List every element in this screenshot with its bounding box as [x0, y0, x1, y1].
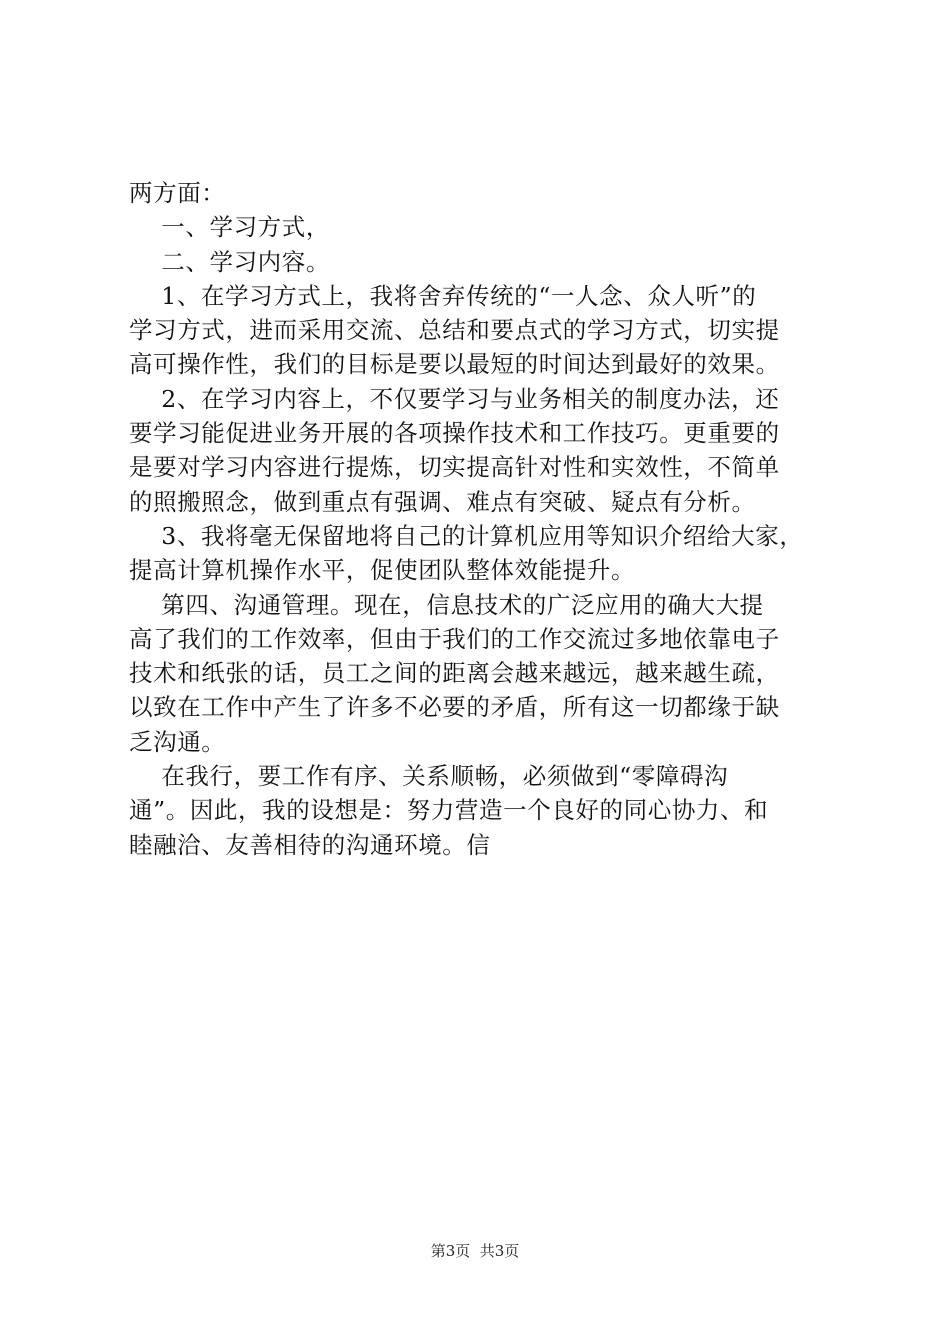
text-line: 提高计算机操作水平，促使团队整体效能提升。 [129, 556, 636, 585]
text-line: 3、我将毫无保留地将自己的计算机应用等知识介绍给大家， [129, 521, 804, 550]
page-number-label: 第3页 共3页 [430, 1242, 520, 1260]
page-footer [0, 1241, 950, 1261]
text-line: 高了我们的工作效率，但由于我们的工作交流过多地依靠电子 [129, 624, 780, 653]
text-line: 高可操作性，我们的目标是要以最短的时间达到最好的效果。 [129, 350, 780, 379]
text-line: 在我行，要工作有序、关系顺畅，必须做到“零障碍沟 [129, 762, 729, 791]
text-line: 2、在学习内容上，不仅要学习与业务相关的制度办法，还 [129, 384, 780, 413]
text-line: 技术和纸张的话，员工之间的距离会越来越远，越来越生疏， [129, 659, 780, 688]
text-line: 第四、沟通管理。现在，信息技术的广泛应用的确大大提 [129, 590, 764, 619]
text-line: 的照搬照念，做到重点有强调、难点有突破、疑点有分析。 [129, 487, 756, 516]
text-line: 要学习能促进业务开展的各项操作技术和工作技巧。更重要的 [129, 419, 780, 448]
text-line: 通”。因此，我的设想是：努力营造一个良好的同心协力、和 [129, 796, 769, 825]
text-line: 一、学习方式， [129, 213, 330, 242]
text-line: 1、在学习方式上，我将舍弃传统的“一人念、众人听”的 [129, 281, 757, 310]
text-line: 是要对学习内容进行提炼，切实提高针对性和实效性，不简单 [129, 453, 780, 482]
text-line: 两方面： [129, 179, 226, 207]
document-body [129, 176, 835, 862]
text-line: 乏沟通。 [129, 727, 226, 756]
text-line: 以致在工作中产生了许多不必要的矛盾，所有这一切都缘于缺 [129, 693, 780, 722]
text-line: 睦融洽、友善相待的沟通环境。信 [129, 830, 491, 859]
text-line: 二、学习内容。 [129, 247, 330, 276]
text-line: 学习方式，进而采用交流、总结和要点式的学习方式，切实提 [129, 316, 780, 345]
